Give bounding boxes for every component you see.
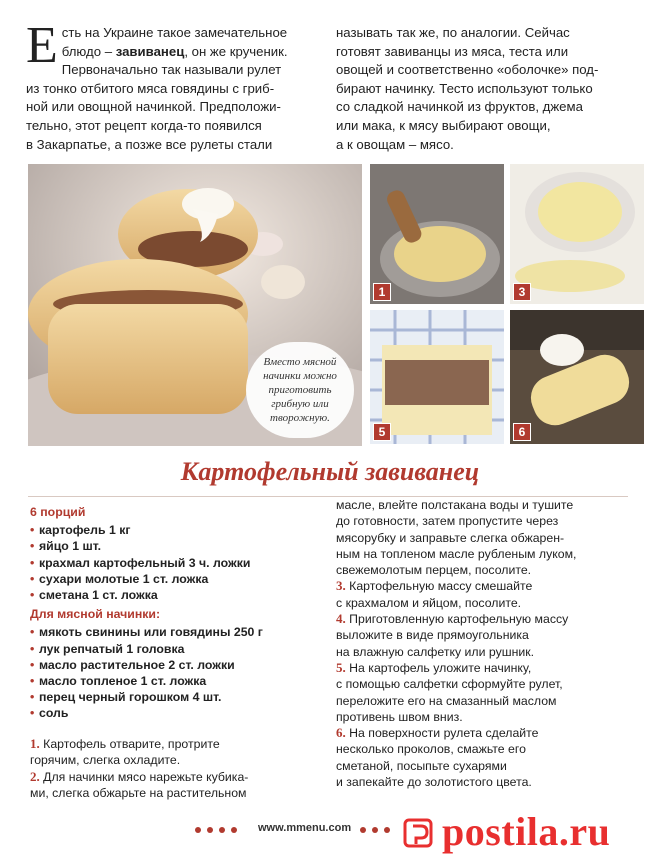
photo-caption-bubble xyxy=(246,342,354,438)
steps-left-column xyxy=(30,736,320,801)
intro-line: Первоначально так называли рулет xyxy=(61,62,282,78)
step-line: с помощью салфетки сформуйте рулет, xyxy=(336,677,563,692)
footer-dot xyxy=(231,827,237,833)
intro-line: а к овощам – мясо. xyxy=(336,136,454,152)
ingredient-item: • крахмал картофельный 3 ч. ложки xyxy=(30,555,330,571)
intro-line: готовят завиванцы из мяса, теста или xyxy=(336,43,569,59)
footer-dot xyxy=(360,827,366,833)
step-4: 4. Приготовленную картофельную массу xyxy=(336,611,569,627)
postila-logo-icon xyxy=(401,814,435,850)
intro-line: сть на Украине такое замечательное xyxy=(61,25,288,40)
ingredient-item: • картофель 1 кг xyxy=(30,522,330,538)
step-line: масле, влейте полстакана воды и тушите xyxy=(336,498,574,512)
step-line: мясорубку и заправьте слегка обжарен- xyxy=(336,530,565,545)
step-3: 3. Картофельную массу смешайте xyxy=(336,578,533,594)
intro-line: тельно, этот рецепт когда-то появился xyxy=(26,117,262,133)
steps-right-column xyxy=(336,497,634,790)
ingredient-item: • перец черный горошком 4 шт. xyxy=(30,689,330,705)
step-line: горячим, слегка охладите. xyxy=(30,753,181,768)
step-line: на влажную салфетку или рушник. xyxy=(336,644,535,659)
caption-line: приготовить xyxy=(268,384,332,396)
caption-line: творожную. xyxy=(270,412,330,424)
ingredient-item: • сметана 1 ст. ложка xyxy=(30,587,330,603)
step-number-badge: 3 xyxy=(513,283,531,301)
ingredients-list xyxy=(30,504,330,725)
step-line: несколько проколов, смажьте его xyxy=(336,742,526,757)
ingredient-item: • лук репчатый 1 головка xyxy=(30,641,330,657)
ingredient-item: • масло топленое 1 ст. ложка xyxy=(30,673,330,689)
page-footer xyxy=(0,809,660,854)
step-number-badge: 5 xyxy=(373,423,391,441)
footer-dot xyxy=(195,827,201,833)
ingredient-item: • масло растительное 2 ст. ложки xyxy=(30,657,330,673)
footer-dot xyxy=(372,827,378,833)
intro-line: овощей и соответственно «оболочке» под- xyxy=(336,62,599,78)
watermark-postila: postila.ru xyxy=(442,809,611,854)
dish-name-highlight: завиванец xyxy=(115,43,185,59)
recipe-title: Картофельный завиванец xyxy=(180,457,480,486)
servings: 6 порций xyxy=(30,505,86,519)
step-5: 5. На картофель уложите начинку, xyxy=(336,659,532,675)
footer-dot xyxy=(219,827,225,833)
step-photo-5 xyxy=(370,310,504,444)
step-photo-1 xyxy=(370,164,504,304)
ingredient-item: • яйцо 1 шт. xyxy=(30,538,330,554)
step-2: 2. Для начинки мясо нарежьте кубика- xyxy=(30,768,249,784)
footer-dot xyxy=(207,827,213,833)
step-line: до готовности, затем пропустите через xyxy=(336,514,559,529)
ingredient-item: • мякоть свинины или говядины 250 г xyxy=(30,624,330,640)
step-line: сметаной, посыпьте сухарями xyxy=(336,758,507,773)
step-line: с крахмалом и яйцом, посолите. xyxy=(336,595,522,610)
intro-line: называть так же, по аналогии. Сейчас xyxy=(336,25,570,40)
ingredient-item: • соль xyxy=(30,705,330,721)
step-photo-6 xyxy=(510,310,644,444)
step-line: и запекайте до золотистого цвета. xyxy=(336,775,532,790)
caption-line: грибную или xyxy=(271,398,329,410)
ingredient-item: • сухари молотые 1 ст. ложка xyxy=(30,571,330,587)
step-number-badge: 6 xyxy=(513,423,531,441)
intro-left-column xyxy=(26,17,296,154)
caption-line: начинки можно xyxy=(263,370,337,382)
step-number-badge: 1 xyxy=(373,283,391,301)
intro-line: из тонко отбитого мяса говядины с гриб- xyxy=(26,80,275,96)
step-line: выложите в виде прямоугольника xyxy=(336,628,529,643)
intro-line: блюдо – завиванец, он же крученик. xyxy=(61,43,288,59)
step-line: противень швом вниз. xyxy=(336,709,463,724)
filling-heading: Для мясной начинки: xyxy=(30,607,161,622)
footer-dot xyxy=(384,827,390,833)
step-photo-3 xyxy=(510,164,644,304)
step-line: свежемолотым перцем, посолите. xyxy=(336,563,532,578)
intro-right-column xyxy=(336,24,626,154)
drop-cap: Е xyxy=(26,17,58,74)
intro-line: в Закарпатье, а позже все рулеты стали xyxy=(26,136,273,152)
step-1: 1. Картофель отварите, протрите xyxy=(30,736,220,751)
step-line: ми, слегка обжарьте на растительном xyxy=(30,785,247,800)
intro-line: или мака, к мясу выбирают овощи, xyxy=(336,117,551,133)
intro-line: со сладкой начинкой из фруктов, джема xyxy=(336,99,583,115)
intro-line: бирают начинку. Тесто используют только xyxy=(336,80,593,96)
step-line: переложите его на смазанный маслом xyxy=(336,693,557,708)
intro-line: ной или овощной начинкой. Предположи- xyxy=(26,99,281,115)
footer-url[interactable]: www.mmenu.com xyxy=(258,822,352,834)
caption-line: Вместо мясной xyxy=(263,356,337,368)
step-6: 6. На поверхности рулета сделайте xyxy=(336,725,539,741)
step-line: ным на топленом масле рубленым луком, xyxy=(336,546,577,561)
